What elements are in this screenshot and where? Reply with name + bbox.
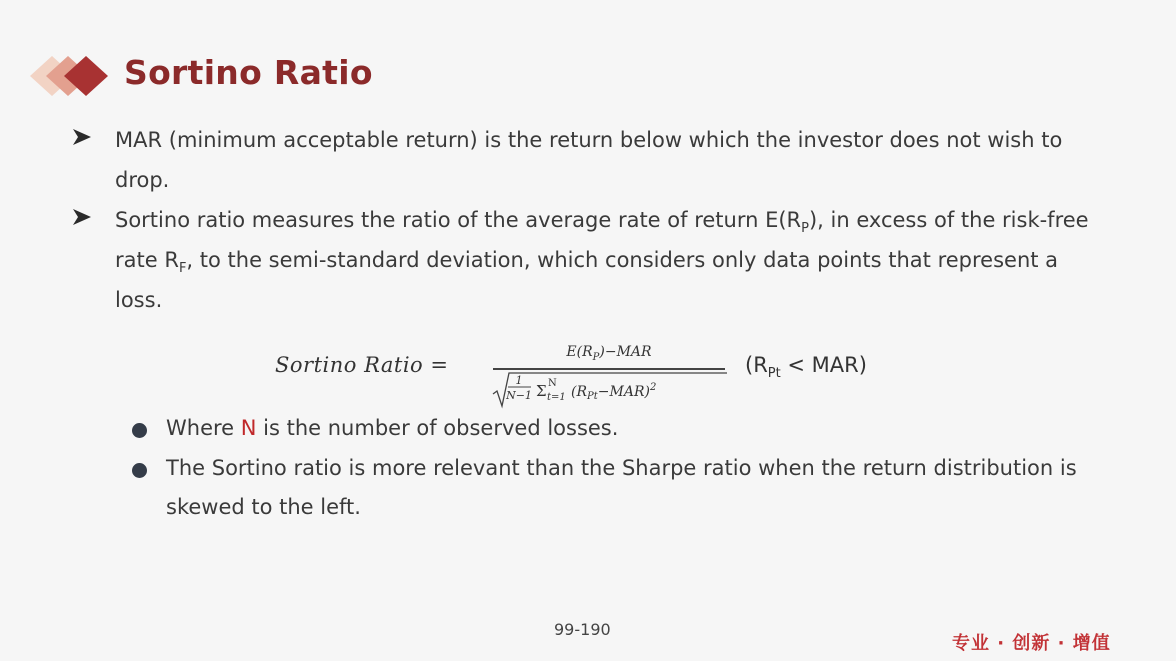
sub-bullet-item — [132, 409, 1112, 448]
highlight-n: N — [240, 416, 257, 440]
arrow-bullet-icon — [72, 128, 92, 146]
dot-bullet-icon — [132, 463, 147, 478]
diamond-logo-icon — [30, 52, 120, 100]
sub-bullet-text: The Sortino ratio is more relevant than the Sharpe ratio when the return distribution is skewed to the left. — [166, 456, 1077, 519]
formula-lhs: Sortino Ratio = — [275, 353, 449, 377]
page-number: 99-190 — [554, 620, 611, 639]
bullet-text: MAR (minimum acceptable return) is the return below which the investor does not wish to drop. — [115, 128, 1063, 192]
den-frac-numerator: 1 — [515, 374, 523, 387]
sum-symbol: Σ — [536, 382, 547, 400]
sortino-formula — [275, 340, 915, 410]
formula-numerator: $E(R_P)-MAR$ — [566, 344, 652, 363]
arrow-bullet-icon — [72, 208, 92, 226]
sum-lower: t=1 — [547, 392, 566, 403]
slide-title: Sortino Ratio — [124, 53, 373, 92]
bullet-text: Sortino ratio measures the ratio of the average rate of return $E(R_P)$, in excess of the risk-free rate $R_F$, to the semi-standard deviation, which considers only data points that represent a loss. — [115, 208, 1089, 312]
sub-bullet-item — [132, 449, 1112, 527]
den-frac-denominator: N−1 — [506, 389, 532, 402]
dot-bullet-icon — [132, 423, 147, 438]
sum-upper: N — [548, 378, 557, 389]
sub-bullet-text: Where N is the number of observed losses. — [166, 416, 619, 440]
bullet-item — [72, 200, 1102, 320]
formula-condition: $(R_{Pt} < MAR)$ — [745, 353, 867, 381]
bullet-item — [72, 120, 1102, 200]
formula-denominator — [491, 370, 727, 410]
footer-slogan: 专业 · 创新 · 增值 — [952, 633, 1111, 654]
formula-fraction — [491, 344, 727, 408]
den-body: $(R_{Pt}-MAR)^2$ — [571, 382, 657, 402]
